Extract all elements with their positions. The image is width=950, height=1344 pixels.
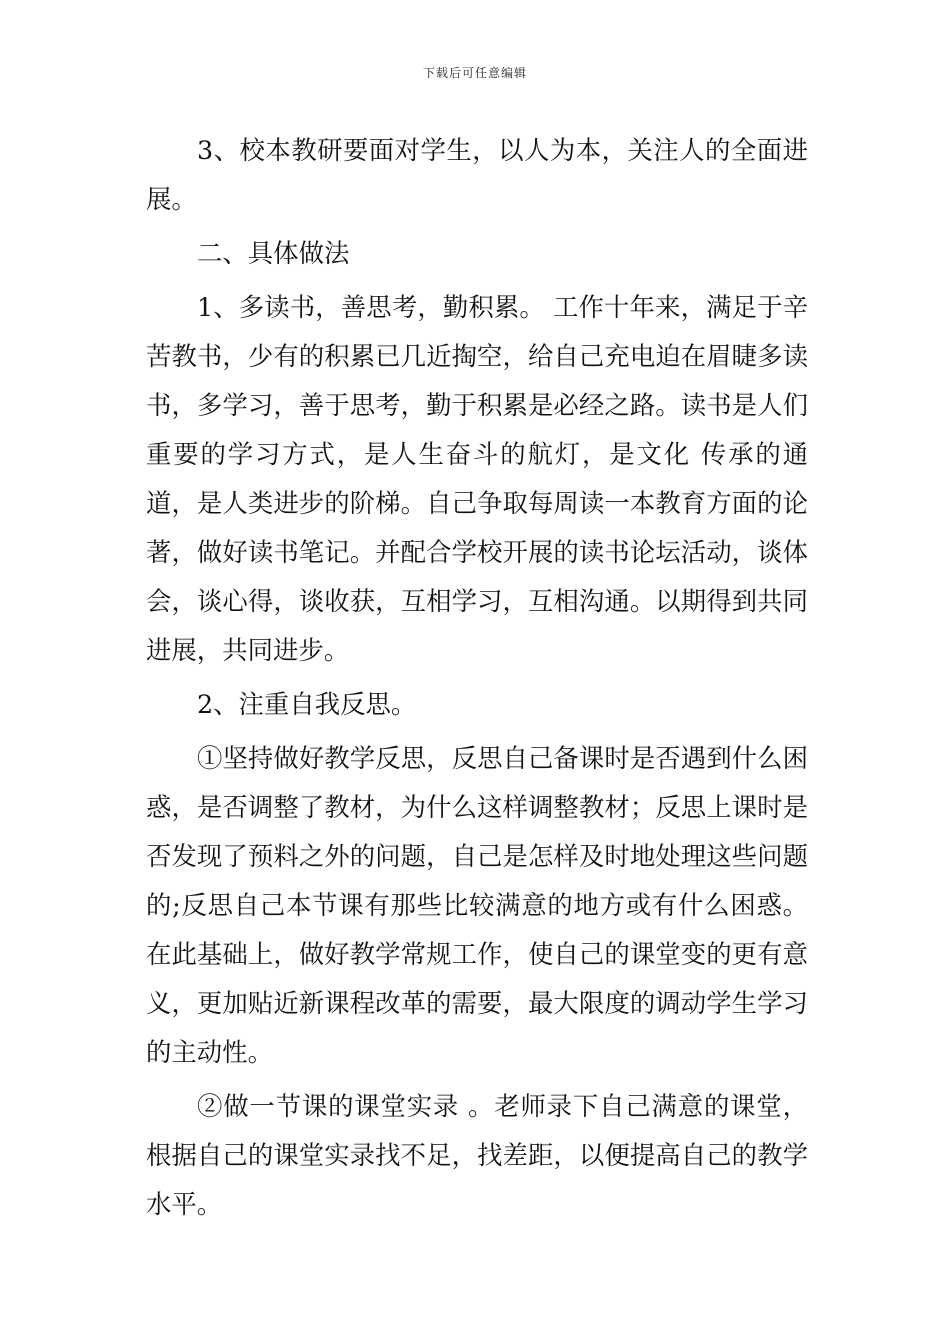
paragraph-method-reading: 1、多读书，善思考，勤积累。 工作十年来，满足于辛苦教书，少有的积累已几近掏空，给自己充电迫在眉睫多读书，多学习，善于思考，勤于积累是必经之路。读书是人们重要的学习方式，是人生奋斗的航灯，是文化 传承的通道，是人类进步的阶梯。自己争取每周读一本教育方面的论著，做好读书笔记。并配合学校开展的读书论坛活动，谈体会，谈心得，谈收获，互相学习，互相沟通。以期得到共同进展，共同进步。 xyxy=(146,292,808,665)
paragraph-principle-3: 3、校本教研要面对学生，以人为本，关注人的全面进展。 xyxy=(146,135,808,214)
paragraph-method-reflection-heading: 2、注重自我反思。 xyxy=(197,689,417,719)
page-header-note: 下载后可任意编辑 xyxy=(422,66,527,80)
paragraph-reflection-item-1: ①坚持做好教学反思，反思自己备课时是否遇到什么困惑，是否调整了教材，为什么这样调整教材；反思上课时是否发现了预料之外的问题，自己是怎样及时地处理这些问题的;反思自己本节课有那些比较满意的地方或有什么困惑。在此基础上，做好教学常规工作，使自己的课堂变的更有意义，更加贴近新课程改革的需要，最大限度的调动学生学习的主动性。 xyxy=(146,743,808,1067)
section-heading-methods: 二、具体做法 xyxy=(197,238,350,268)
paragraph-reflection-item-2: ②做一节课的课堂实录 。老师录下自己满意的课堂，根据自己的课堂实录找不足，找差距，以便提高自己的教学水平。 xyxy=(146,1091,808,1219)
document-body xyxy=(146,126,808,1234)
